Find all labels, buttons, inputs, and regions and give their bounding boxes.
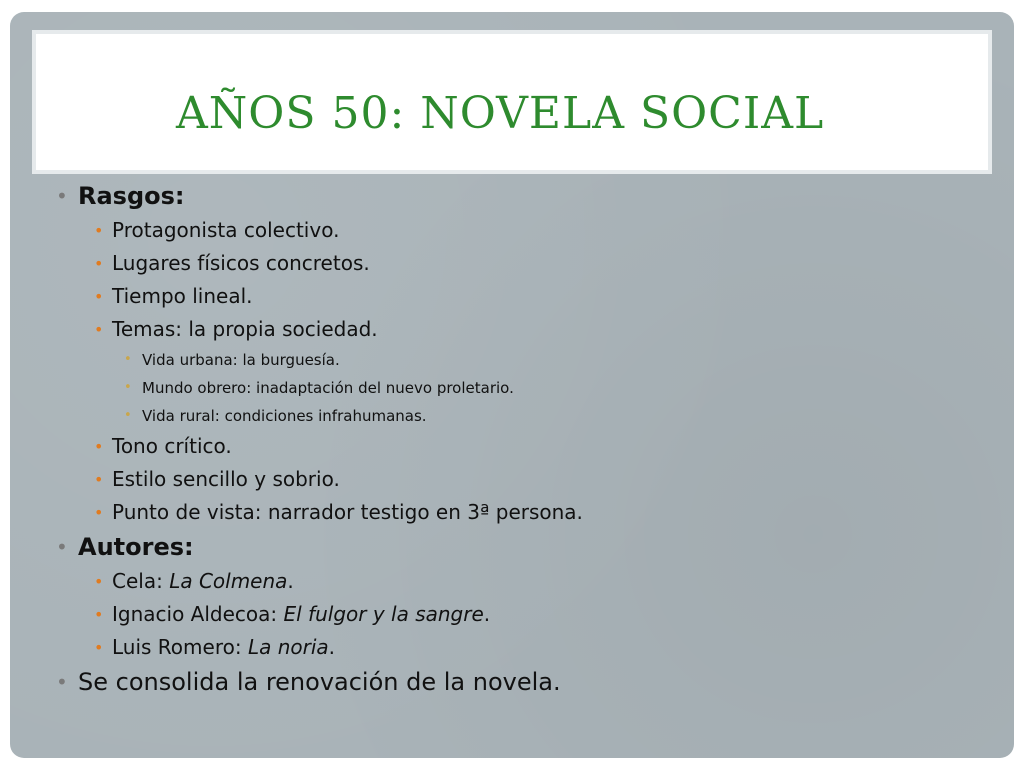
list-item-text: Punto de vista: narrador testigo en 3ª persona. [112,500,583,524]
author-item [54,598,984,631]
title-box [32,30,992,174]
author-name: Luis Romero: [112,635,248,659]
bullet-icon: • [56,670,68,694]
punctuation: . [287,569,294,593]
bullet-icon: • [56,184,68,208]
list-item [54,430,984,463]
sub-list-item [54,402,984,430]
author-item [54,565,984,598]
sub-list-item-text: Vida rural: condiciones infrahumanas. [142,407,427,425]
list-item-text: Lugares físicos concretos. [112,251,370,275]
punctuation: . [328,635,335,659]
work-title: La Colmena [169,569,288,593]
bullet-icon: • [124,352,132,367]
bullet-icon: • [94,320,104,339]
punctuation: . [483,602,491,626]
bullet-icon: • [94,437,104,456]
author-item [54,631,984,664]
author-name: Cela: [112,569,170,593]
autores-label: Autores: [78,533,194,561]
bullet-icon: • [94,503,104,522]
bullet-icon: • [56,535,68,559]
bullet-icon: • [94,287,104,306]
slide-title: AÑOS 50: NOVELA SOCIAL [176,88,825,139]
bullet-icon: • [94,572,104,591]
bullet-icon: • [94,221,104,240]
sub-list-item-text: Mundo obrero: inadaptación del nuevo proletario. [142,379,514,397]
conclusion-text: Se consolida la renovación de la novela. [78,668,561,696]
list-item [54,214,984,247]
bullet-icon: • [94,254,104,273]
list-item-text: Tiempo lineal. [112,284,253,308]
list-item [54,247,984,280]
rasgos-label: Rasgos: [78,182,185,210]
bullet-autores [54,529,984,565]
work-title: El fulgor y la sangre [283,602,484,626]
sub-list-item [54,374,984,402]
list-item [54,496,984,529]
list-item-text: Temas: la propia sociedad. [112,317,378,341]
bullet-icon: • [94,605,104,624]
bullet-conclusion [54,664,984,700]
bullet-icon: • [124,408,132,423]
slide [10,12,1014,758]
list-item [54,313,984,346]
bullet-icon: • [94,470,104,489]
slide-content [54,178,984,700]
list-item-text: Tono crítico. [112,434,232,458]
list-item [54,463,984,496]
list-item-text: Protagonista colectivo. [112,218,340,242]
work-title: La noria [247,635,329,659]
sub-list-item [54,346,984,374]
list-item [54,280,984,313]
sub-list-item-text: Vida urbana: la burguesía. [142,351,340,369]
bullet-icon: • [124,380,132,395]
list-item-text: Estilo sencillo y sobrio. [112,467,340,491]
bullet-rasgos [54,178,984,214]
author-name: Ignacio Aldecoa: [112,602,284,626]
bullet-icon: • [94,638,104,657]
